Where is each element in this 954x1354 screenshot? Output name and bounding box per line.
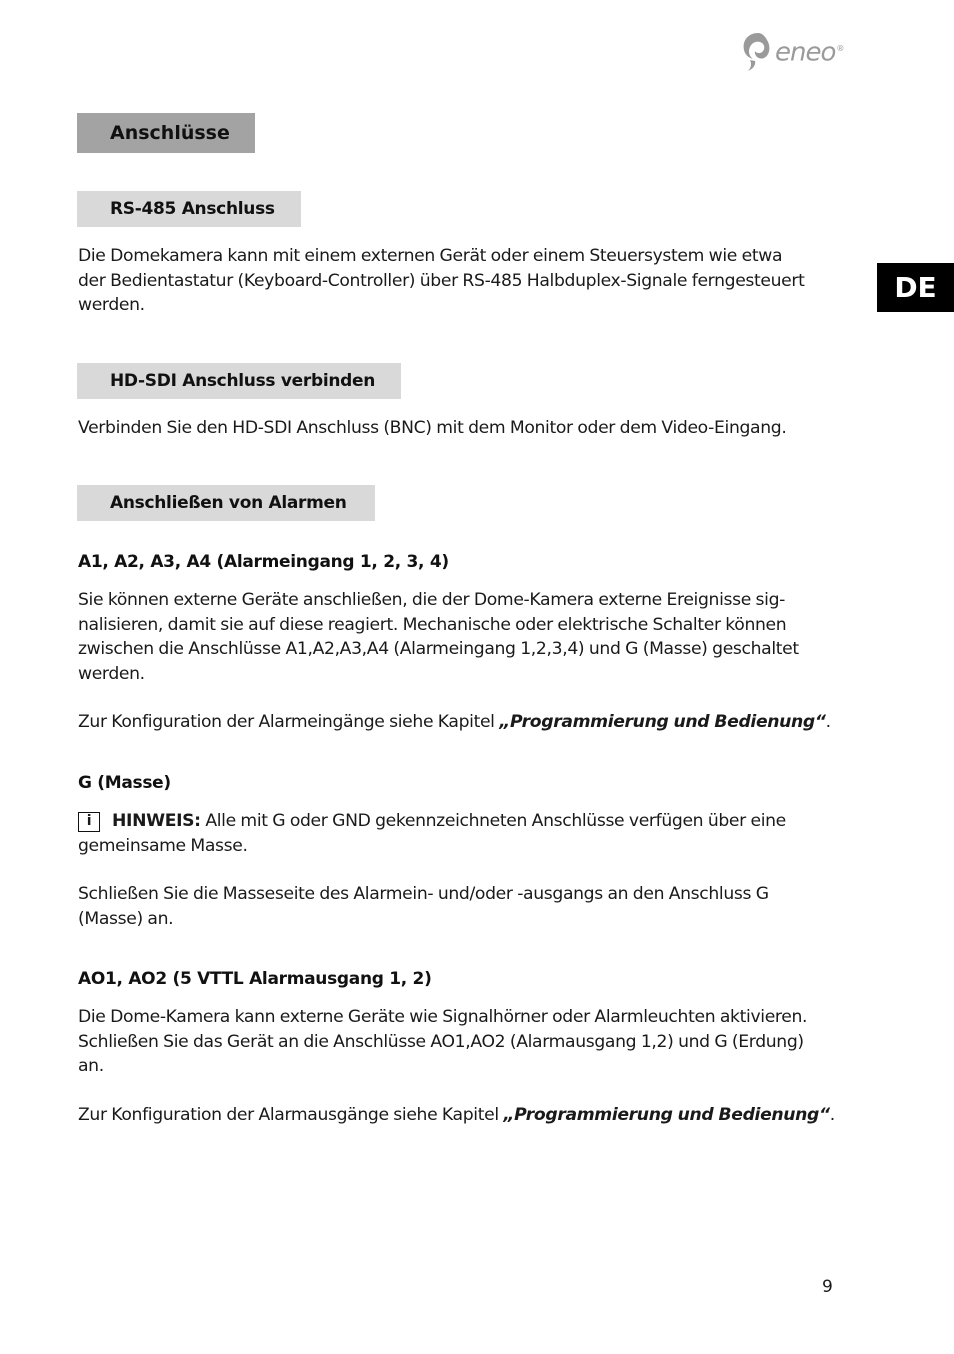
page-number: 9 <box>822 1277 833 1297</box>
alarm-outputs-title: AO1, AO2 (5 VTTL Alarmausgang 1, 2) <box>78 969 432 989</box>
swirl-logo-icon <box>740 30 774 72</box>
alarm-outputs-config: Zur Konfiguration der Alarmausgänge siehe Kapitel „Programmierung und Bedienung“. <box>78 1105 835 1125</box>
hdsdi-heading: HD-SDI Anschluss verbinden <box>77 363 401 399</box>
brand-wordmark: eneo® <box>775 37 844 68</box>
rs485-paragraph: Die Domekamera kann mit einem externen Gerät oder einem Steuersystem wie etwa der Bedientastatur (Keyboard-Controller) über RS-485 Halbduplex-Signale ferngesteuert werden. <box>78 246 805 315</box>
ground-title: G (Masse) <box>78 773 171 793</box>
alarm-inputs-paragraph: Sie können externe Geräte anschließen, die der Dome-Kamera externe Ereignisse sig- nalisieren, damit sie auf diese reagiert. Mechanische oder elektrische Schalter können zwischen die Anschlüsse A1,A2,A3,A4 (Alarmeingang 1,2,3,4) und G (Masse) geschaltet werden. <box>78 590 799 684</box>
alarm-outputs-paragraph: Die Dome-Kamera kann externe Geräte wie Signalhörner oder Alarmleuchten aktivieren. Schließen Sie das Gerät an die Anschlüsse AO1,AO2 (Alarmausgang 1,2) und G (Erdung) an. <box>78 1007 808 1076</box>
chapter-reference: „Programmierung und Bedienung“ <box>503 1105 830 1125</box>
hdsdi-paragraph: Verbinden Sie den HD-SDI Anschluss (BNC) mit dem Monitor oder dem Video-Eingang. <box>78 418 787 438</box>
chapter-reference: „Programmierung und Bedienung“ <box>499 712 826 732</box>
eneo-logo <box>740 30 850 72</box>
ground-paragraph: Schließen Sie die Masseseite des Alarmein- und/oder -ausgangs an den Anschluss G (Masse) an. <box>78 884 769 929</box>
alarms-heading: Anschließen von Alarmen <box>77 485 375 521</box>
language-tab: DE <box>877 263 954 312</box>
rs485-heading: RS-485 Anschluss <box>77 191 301 227</box>
ground-note: i HINWEIS: Alle mit G oder GND gekennzeichneten Anschlüsse verfügen über eine gemeinsame Masse. <box>78 811 786 856</box>
alarm-inputs-config: Zur Konfiguration der Alarmeingänge siehe Kapitel „Programmierung und Bedienung“. <box>78 712 831 732</box>
alarm-inputs-title: A1, A2, A3, A4 (Alarmeingang 1, 2, 3, 4) <box>78 552 449 572</box>
info-icon: i <box>78 812 100 832</box>
note-label: HINWEIS: <box>112 811 201 831</box>
section-title: Anschlüsse <box>77 113 255 153</box>
